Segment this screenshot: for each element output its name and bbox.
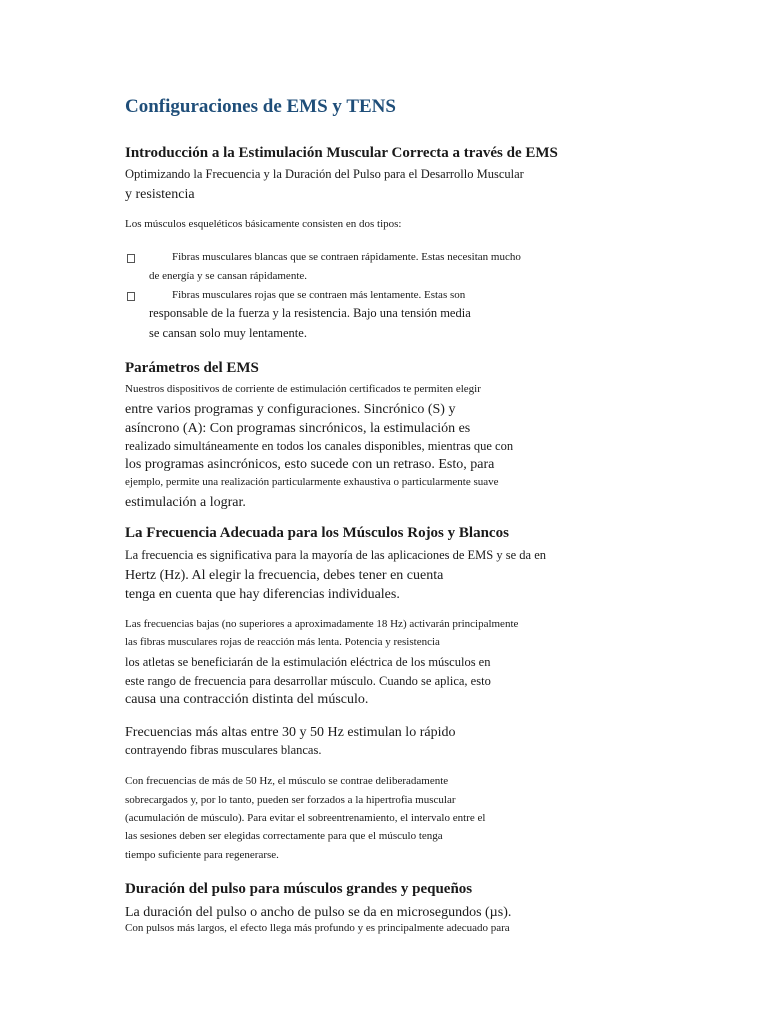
paragraph-line: contrayendo fibras musculares blancas. (125, 743, 322, 757)
paragraph-line: entre varios programas y configuraciones. Sincrónico (S) y (125, 402, 456, 417)
paragraph-line: La frecuencia es significativa para la mayoría de las aplicaciones de EMS y se da en (125, 548, 546, 562)
section-heading-pulse-duration: Duración del pulso para músculos grandes y pequeños (125, 881, 473, 897)
paragraph-line: Nuestros dispositivos de corriente de estimulación certificados te permiten elegir (125, 383, 481, 395)
paragraph-line: causa una contracción distinta del músculo. (125, 692, 369, 707)
bullet-box-icon (127, 292, 135, 301)
paragraph-line: tenga en cuenta que hay diferencias individuales. (125, 587, 400, 602)
paragraph-line: Las frecuencias bajas (no superiores a aproximadamente 18 Hz) activarán principalmente (125, 618, 519, 630)
subtitle-line: y resistencia (125, 187, 195, 202)
paragraph-line: asíncrono (A): Con programas sincrónicos, la estimulación es (125, 421, 471, 436)
paragraph-line: La duración del pulso o ancho de pulso se da en microsegundos (µs). (125, 905, 512, 920)
paragraph-line: los programas asincrónicos, esto sucede con un retraso. Esto, para (125, 457, 495, 472)
bullet-line: de energía y se cansan rápidamente. (149, 270, 308, 282)
section-heading-intro: Introducción a la Estimulación Muscular Correcta a través de EMS (125, 145, 558, 161)
bullet-line: se cansan solo muy lentamente. (149, 326, 307, 340)
paragraph-line: realizado simultáneamente en todos los canales disponibles, mientras que con (125, 439, 514, 453)
paragraph-line: tiempo suficiente para regenerarse. (125, 849, 279, 861)
bullet-line: Fibras musculares blancas que se contraen rápidamente. Estas necesitan mucho (172, 251, 521, 263)
paragraph-line: los atletas se beneficiarán de la estimulación eléctrica de los músculos en (125, 655, 491, 669)
bullet-line: Fibras musculares rojas que se contraen más lentamente. Estas son (172, 289, 466, 301)
paragraph-line: este rango de frecuencia para desarrollar músculo. Cuando se aplica, esto (125, 674, 491, 688)
intro-paragraph: Los músculos esqueléticos básicamente consisten en dos tipos: (125, 218, 402, 230)
paragraph-line: Con frecuencias de más de 50 Hz, el músculo se contrae deliberadamente (125, 775, 449, 787)
paragraph-line: ejemplo, permite una realización particularmente exhaustiva o particularmente suave (125, 476, 499, 488)
paragraph-line: (acumulación de músculo). Para evitar el sobreentrenamiento, el intervalo entre el (125, 812, 486, 824)
paragraph-line: Con pulsos más largos, el efecto llega más profundo y es principalmente adecuado para (125, 922, 510, 934)
paragraph-line: estimulación a lograr. (125, 495, 246, 510)
paragraph-line: las fibras musculares rojas de reacción más lenta. Potencia y resistencia (125, 636, 440, 648)
bullet-line: responsable de la fuerza y la resistencia. Bajo una tensión media (149, 306, 471, 320)
document-title: Configuraciones de EMS y TENS (125, 96, 396, 117)
subtitle-line: Optimizando la Frecuencia y la Duración del Pulso para el Desarrollo Muscular (125, 167, 524, 181)
bullet-box-icon (127, 254, 135, 263)
paragraph-line: Frecuencias más altas entre 30 y 50 Hz estimulan lo rápido (125, 725, 456, 740)
section-heading-frequency: La Frecuencia Adecuada para los Músculos Rojos y Blancos (125, 525, 509, 541)
section-heading-parameters: Parámetros del EMS (125, 360, 259, 376)
paragraph-line: sobrecargados y, por lo tanto, pueden ser forzados a la hipertrofia muscular (125, 794, 456, 806)
paragraph-line: Hertz (Hz). Al elegir la frecuencia, debes tener en cuenta (125, 568, 444, 583)
paragraph-line: las sesiones deben ser elegidas correctamente para que el músculo tenga (125, 830, 443, 842)
